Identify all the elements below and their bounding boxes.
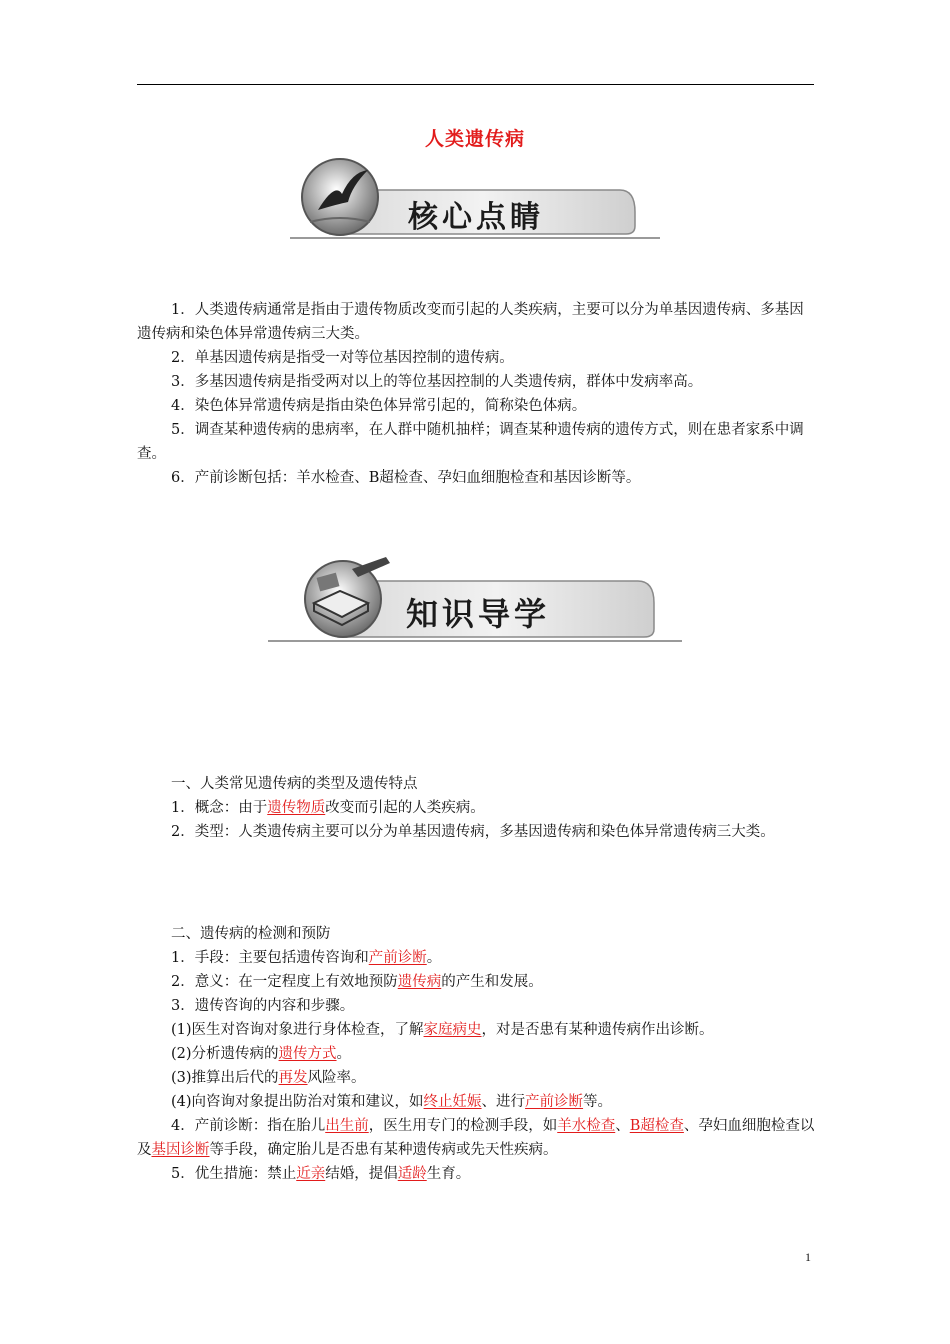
highlight-appropriate-age: 适龄 [397, 1166, 427, 1182]
banner-knowledge-guide-label: 知识导学 [406, 595, 551, 633]
page-title: 人类遗传病 [424, 128, 525, 150]
highlight-genetic-material: 遗传物质 [267, 800, 326, 816]
banner-core-points-label: 核心点睛 [408, 200, 544, 235]
section-2 [137, 922, 815, 1186]
highlight-amniotic-test: 羊水检查 [557, 1118, 616, 1134]
header-rule [137, 84, 814, 85]
core-point-2: 2．单基因遗传病是指受一对等位基因控制的遗传病。 [171, 350, 514, 366]
highlight-before-birth: 出生前 [325, 1118, 369, 1134]
section-2-item-3-2: (2)分析遗传病的遗传方式。 [171, 1046, 352, 1062]
section-1-heading: 一、人类常见遗传病的类型及遗传特点 [171, 776, 418, 792]
bird-icon [302, 159, 378, 235]
banner-knowledge-guide [268, 553, 684, 645]
highlight-family-history: 家庭病史 [423, 1022, 482, 1038]
core-points-list [137, 298, 815, 490]
section-1-concept: 1．概念：由于遗传物质改变而引起的人类疾病。 [171, 800, 485, 816]
banner-core-points [290, 152, 662, 244]
section-1 [137, 772, 815, 844]
highlight-inheritance-mode: 遗传方式 [278, 1046, 337, 1062]
core-point-5: 5．调查某种遗传病的患病率，在人群中随机抽样；调查某种遗传病的遗传方式，则在患者家系中调查。 [137, 422, 804, 462]
highlight-genetic-disease: 遗传病 [397, 974, 442, 990]
core-point-4: 4．染色体异常遗传病是指由染色体异常引起的，简称染色体病。 [171, 398, 587, 414]
section-2-item-4: 4．产前诊断：指在胎儿出生前，医生用专门的检测手段，如羊水检查、B超检查、孕妇血细胞检查以及基因诊断等手段，确定胎儿是否患有某种遗传病或先天性疾病。 [137, 1118, 815, 1158]
core-point-1: 1．人类遗传病通常是指由于遗传物质改变而引起的人类疾病，主要可以分为单基因遗传病、多基因遗传病和染色体异常遗传病三大类。 [137, 302, 804, 342]
section-2-item-5: 5．优生措施：禁止近亲结婚，提倡适龄生育。 [171, 1166, 471, 1182]
section-1-types: 2．类型：人类遗传病主要可以分为单基因遗传病，多基因遗传病和染色体异常遗传病三大类。 [171, 824, 775, 840]
highlight-recurrence: 再发 [278, 1070, 308, 1086]
section-2-heading: 二、遗传病的检测和预防 [171, 926, 331, 942]
section-2-item-3: 3．遗传咨询的内容和步骤。 [171, 998, 355, 1014]
highlight-terminate-pregnancy: 终止妊娠 [423, 1094, 482, 1110]
section-2-item-1: 1．手段：主要包括遗传咨询和产前诊断。 [171, 950, 442, 966]
page-number: 1 [805, 1250, 811, 1264]
highlight-prenatal-diagnosis: 产前诊断 [368, 950, 427, 966]
section-2-item-3-1: (1)医生对咨询对象进行身体检查，了解家庭病史，对是否患有某种遗传病作出诊断。 [171, 1022, 714, 1038]
core-point-3: 3．多基因遗传病是指受两对以上的等位基因控制的人类遗传病，群体中发病率高。 [171, 374, 703, 390]
section-2-item-3-4: (4)向咨询对象提出防治对策和建议，如终止妊娠、进行产前诊断等。 [171, 1094, 613, 1110]
core-point-6: 6．产前诊断包括：羊水检查、B超检查、孕妇血细胞检查和基因诊断等。 [171, 470, 641, 486]
section-2-item-2: 2．意义：在一定程度上有效地预防遗传病的产生和发展。 [171, 974, 543, 990]
highlight-prenatal-diagnosis-2: 产前诊断 [525, 1094, 584, 1110]
section-2-item-3-3: (3)推算出后代的再发风险率。 [171, 1070, 366, 1086]
highlight-close-relatives: 近亲 [296, 1166, 326, 1182]
highlight-gene-diagnosis: 基因诊断 [151, 1142, 210, 1158]
highlight-b-ultrasound: B超检查 [629, 1118, 684, 1134]
